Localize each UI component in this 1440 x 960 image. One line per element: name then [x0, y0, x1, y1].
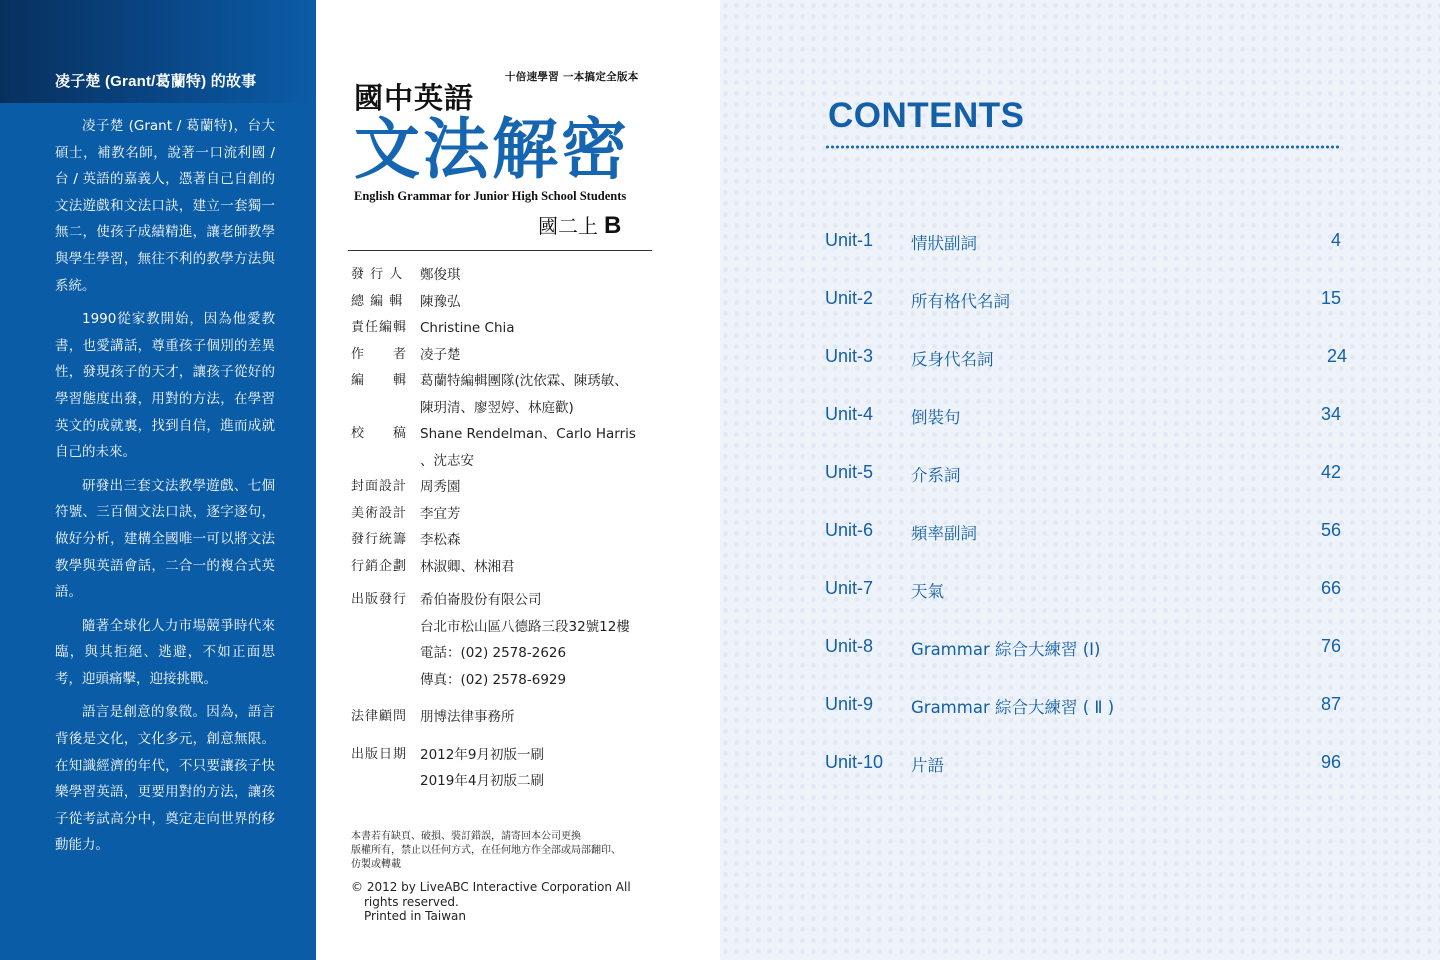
- credit-row: [351, 368, 681, 421]
- toc-page: 76: [1320, 636, 1341, 656]
- toc-entry[interactable]: [825, 578, 1345, 602]
- volume-label: B: [604, 212, 622, 239]
- credit-label: 發 行 人: [351, 267, 404, 282]
- toc-unit: Unit-3: [825, 346, 874, 366]
- title-divider: [348, 250, 652, 251]
- toc-page: 15: [1320, 288, 1341, 308]
- credit-label: 發行統籌: [351, 532, 408, 547]
- toc-entry[interactable]: [825, 346, 1345, 370]
- toc-unit: Unit-9: [825, 694, 874, 714]
- toc-entry[interactable]: [825, 230, 1345, 254]
- toc-name: 頻率副詞: [911, 524, 977, 543]
- toc-name: 反身代名詞: [911, 350, 994, 369]
- book-english-title: English Grammar for Junior High School Students: [354, 189, 627, 203]
- toc-page: 24: [1326, 346, 1347, 366]
- toc-entry[interactable]: [825, 462, 1345, 486]
- credit-label: 校 稿: [351, 426, 408, 441]
- credit-value: 葛蘭特編輯團隊(沈依霖、陳琇敏、 陳玥清、廖翌婷、林庭歡): [420, 373, 628, 416]
- toc-unit: Unit-8: [825, 636, 874, 656]
- credit-label: 編 輯: [351, 373, 408, 388]
- story-body: [55, 113, 275, 866]
- credit-value: 凌子楚: [420, 346, 461, 363]
- toc-name: 所有格代名詞: [911, 292, 1010, 311]
- story-paragraph: 研發出三套文法教學遊戲、七個符號、三百個文法口訣，逐字逐句，做好分析，建構全國唯一可以將文法教學與英語會話，二合一的複合式英語。: [55, 477, 275, 601]
- toc-entry[interactable]: [825, 288, 1345, 312]
- credit-row: [351, 315, 681, 342]
- toc-name: Grammar 綜合大練習 (I): [911, 640, 1101, 659]
- author-story-panel: [0, 0, 316, 960]
- story-paragraph: 語言是創意的象徵。因為，語言背後是文化，文化多元，創意無限。在知識經濟的年代，不只要讓孩子快樂學習英語，更要用對的方法，讓孩子從考試高分中，奠定走向世界的移動能力。: [55, 704, 275, 854]
- toc-name: 情狀副詞: [911, 234, 977, 253]
- credit-label: 法律顧問: [351, 709, 408, 724]
- toc-unit: Unit-1: [825, 230, 874, 250]
- story-paragraph: 凌子楚 (Grant / 葛蘭特)，台大碩士，補教名師，說著一口流利國 / 台 / 英語的嘉義人，憑著自己自創的文法遊戲和文法口訣，建立一套獨一無二，使孩子成績精進，讓老師教學與學生學習，無往不利的教學方法與系統。: [55, 118, 275, 294]
- credits-list: [351, 262, 681, 795]
- story-title: 凌子楚 (Grant/葛蘭特) 的故事: [55, 73, 257, 90]
- book-grade: [538, 210, 621, 240]
- toc-entry[interactable]: [825, 520, 1345, 544]
- toc-page: 56: [1320, 520, 1341, 540]
- credit-value: 林淑卿、林湘君: [420, 558, 515, 575]
- book-title: 文法解密: [354, 111, 630, 188]
- toc-page: 42: [1320, 462, 1341, 482]
- copyright-line: Printed in Taiwan: [364, 909, 466, 923]
- toc-entry[interactable]: [825, 752, 1345, 776]
- book-tagline: 十倍速學習 一本搞定全版本: [505, 71, 639, 83]
- toc-name: Grammar 綜合大練習 ( Ⅱ ): [911, 698, 1115, 717]
- credit-label: 出版發行: [351, 592, 408, 607]
- toc-unit: Unit-6: [825, 520, 874, 540]
- contents-dotted-rule: [825, 145, 1340, 149]
- toc-name: 片語: [911, 756, 944, 775]
- credit-label: 總 編 輯: [351, 293, 404, 309]
- toc-entry[interactable]: [825, 694, 1345, 718]
- toc-unit: Unit-7: [825, 578, 874, 598]
- credit-row: [351, 501, 681, 528]
- credit-value: 李宜芳: [420, 505, 461, 522]
- copyright-notice: [351, 880, 651, 924]
- toc-unit: Unit-4: [825, 404, 874, 424]
- credit-value: 陳豫弘: [420, 293, 461, 310]
- credit-row: [351, 289, 681, 316]
- story-paragraph: 1990從家教開始，因為他愛教書，也愛講話，尊重孩子個別的差異性，發現孩子的天才，讓孩子從好的學習態度出發，用對的方法，在學習英文的成就裏，找到自信，進而成就自己的未來。: [55, 311, 275, 461]
- credit-value: 2012年9月初版一刷 2019年4月初版二刷: [420, 746, 544, 789]
- credit-row: [351, 587, 681, 693]
- credit-row: [351, 474, 681, 501]
- toc-unit: Unit-10: [825, 752, 884, 772]
- toc-page: 87: [1320, 694, 1341, 714]
- contents-title: CONTENTS: [828, 96, 1025, 135]
- book-subtitle: 國中英語: [354, 81, 475, 115]
- credit-value: 希伯崙股份有限公司 台北市松山區八德路三段32號12樓 電話：(02) 2578-2626 傳真：(02) 2578-6929: [420, 592, 630, 688]
- credit-label: 封面設計: [351, 479, 408, 494]
- credit-value: 朋博法律事務所: [420, 709, 515, 725]
- credit-label: 作 者: [351, 346, 408, 362]
- copyright-line: © 2012 by LiveABC Interactive Corporation All: [351, 880, 631, 894]
- toc-name: 介系詞: [911, 466, 961, 485]
- toc-page: 96: [1320, 752, 1341, 772]
- credit-value: 李松森: [420, 532, 461, 548]
- credit-value: Shane Rendelman、Carlo Harris 、沈志安: [420, 426, 636, 469]
- toc-page: 34: [1320, 404, 1341, 424]
- toc-name: 天氣: [911, 582, 944, 601]
- toc-entry[interactable]: [825, 404, 1345, 428]
- credit-label: 責任編輯: [351, 320, 408, 335]
- credit-value: Christine Chia: [420, 320, 515, 336]
- credit-label: 美術設計: [351, 505, 408, 521]
- credit-value: 鄭俊琪: [420, 267, 461, 283]
- credit-row: [351, 262, 681, 289]
- toc-unit: Unit-2: [825, 288, 874, 308]
- credit-value: 周秀園: [420, 479, 461, 495]
- credit-row: [351, 554, 681, 581]
- credit-row: [351, 421, 681, 474]
- story-paragraph: 隨著全球化人力市場競爭時代來臨，與其拒絕、逃避，不如正面思考，迎頭痛擊，迎接挑戰。: [55, 617, 275, 687]
- toc-entry[interactable]: [825, 636, 1345, 660]
- credit-row: [351, 742, 681, 795]
- toc-name: 倒裝句: [911, 408, 961, 427]
- toc-page: 4: [1330, 230, 1341, 250]
- toc-page: 66: [1320, 578, 1341, 598]
- credit-row: [351, 527, 681, 554]
- credit-row: [351, 704, 681, 731]
- rights-notice: 本書若有缺頁、破損、裝訂錯誤，請寄回本公司更換 版權所有，禁止以任何方式，在任何地方作全部或局部翻印、 仿製或轉載: [351, 831, 621, 870]
- copyright-line: rights reserved.: [364, 894, 459, 909]
- credit-label: 行銷企劃: [351, 558, 408, 574]
- credit-label: 出版日期: [351, 746, 408, 762]
- credit-row: [351, 342, 681, 369]
- toc-unit: Unit-5: [825, 462, 874, 482]
- grade-label: 國二上: [538, 214, 598, 238]
